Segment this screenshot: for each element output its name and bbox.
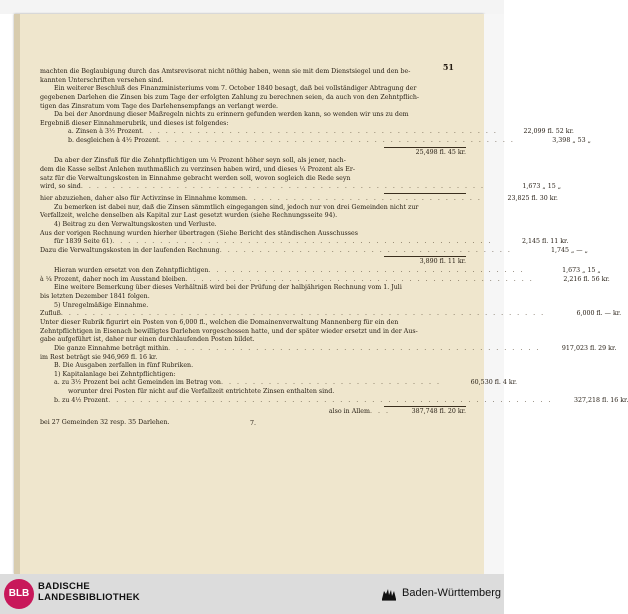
text-line: machten die Beglaubigung durch das Amtsrevisorat nicht nöthig haben, wenn sie mit dem Dienstsiegel und den be- xyxy=(40,68,411,75)
ledger-row: wird, so sind . . . . . . . . . . . . . . . . . . . . . . . . . . . . . . . . . . . . . . . . . . . . . . . . . . . 1,673 „ 15 „ xyxy=(40,183,561,191)
ledger-row: hier abzuziehen, daher also für Activzinse in Einnahme kommen . . . . . . . . . . . . . . . . . . . . . . . . . . . . . . 23,825 fl. 30 kr. xyxy=(40,194,558,202)
text-line: worunter drei Posten für nicht auf die Verfallzeit entrichtete Zinsen enthalten sind. xyxy=(68,388,335,396)
ledger-row: b. desgleichen à 4½ Prozent . . . . . . . . . . . . . . . . . . . . . . . . . . . . . . . . . . . . . . . . . . . . . 3,398 „ 53 „ xyxy=(68,137,591,145)
library-name-line1: BADISCHE xyxy=(38,581,91,592)
ledger-sum-row: also in Allem . . . 387,748 fl. 20 kr. xyxy=(328,408,466,416)
text-line: tigen das Zinsratum vom Tage des Darlehensempfangs an verlangt werde. xyxy=(40,102,279,110)
sum-rule xyxy=(384,406,466,407)
ledger-sum: 25,498 fl. 45 kr. xyxy=(415,148,466,156)
library-name[interactable] xyxy=(38,581,140,603)
ledger-amount: 2,216 fl. 56 kr. xyxy=(563,275,610,283)
ledger-row: Die ganze Einnahme beträgt mithin . . . . . . . . . . . . . . . . . . . . . . . . . . . . . . . . . . . . . . . . . . . . . . . 917,023 fl. 29 kr. xyxy=(54,344,617,352)
ledger-sum: 387,748 fl. 20 kr. xyxy=(411,408,466,416)
blb-logo[interactable]: BLB xyxy=(4,579,34,609)
ledger-amount: 60,530 fl. 4 kr. xyxy=(470,379,518,387)
page-edge xyxy=(14,14,20,574)
text-line: Ein weiterer Beschluß des Finanzministeriums vom 7. October 1840 besagt, daß bei vollständiger Abtragung der xyxy=(54,85,417,93)
signature-mark: 7. xyxy=(249,419,256,427)
ledger-sum-row xyxy=(40,258,466,267)
ledger-row: Hieran wurden ersetzt von den Zehntpflichtigen . . . . . . . . . . . . . . . . . . . . . . . . . . . . . . . . . . . . . . . . 1,673 „ 15 „ xyxy=(54,267,601,275)
text-line: gabe aufgeführt ist, daher nur einen durchlaufenden Posten bildet. xyxy=(40,336,255,344)
ledger-sum-row xyxy=(40,149,466,158)
ledger-label: Die ganze Einnahme beträgt mithin xyxy=(54,344,169,352)
ledger-amount: 22,099 fl. 52 kr. xyxy=(523,128,574,136)
text-line: im Rest beträgt sie 946,969 fl. 16 kr. xyxy=(40,353,158,361)
text-line: satz für die Verwaltungskosten in Einnahme gebracht werden soll, wovon sogleich die Rede seyn xyxy=(40,174,351,182)
ledger-label: für 1839 Seite 61) xyxy=(54,238,113,246)
ledger-label: Dazu die Verwaltungskosten in der laufenden Rechnung xyxy=(40,246,220,254)
ledger-label: wird, so sind xyxy=(40,183,81,191)
ledger-label: a. Zinsen à 3½ Prozent xyxy=(68,128,142,136)
ledger-label: also in Allem xyxy=(328,408,370,416)
section-heading: 1) Kapitalanlage bei Zehntpflichtigen: xyxy=(54,370,176,378)
ledger-amount: 2,145 fl. 11 kr. xyxy=(521,238,569,246)
ledger-sum: 3,890 fl. 11 kr. xyxy=(419,258,466,266)
ledger-row: b. zu 4½ Prozent . . . . . . . . . . . . . . . . . . . . . . . . . . . . . . . . . . . . . . . . . . . . . . . . . . . . . . . . 327,218 fl. 16 kr. xyxy=(54,396,628,404)
text-line: Aus der vorigen Rechnung wurden hierher übertragen (Siehe Bericht des ständischen Ausschusses xyxy=(40,229,358,237)
ledger-label: b. desgleichen à 4½ Prozent xyxy=(68,137,159,145)
ledger-amount: 23,825 fl. 30 kr. xyxy=(507,194,558,202)
ledger-amount: 1,745 „ — „ xyxy=(550,246,588,254)
text-line: Eine weitere Bemerkung über dieses Verhältniß wird bei der Prüfung der halbjährigen Rechnung vom 1. Juli xyxy=(54,284,402,292)
section-heading: 5) Unregelmäßige Einnahme. xyxy=(54,301,149,309)
sum-rule xyxy=(384,193,466,194)
ledger-row: für 1839 Seite 61) . . . . . . . . . . . . . . . . . . . . . . . . . . . . . . . . . . . . . . . . . . . . . . . . 2,145 fl. 11 kr. xyxy=(54,238,569,246)
ledger-row: a. zu 3½ Prozent bei acht Gemeinden im Betrag von . . . . . . . . . . . . . . . . . . . . . . . . . . . . 60,530 fl. 4 kr. xyxy=(54,379,518,387)
ledger-row: Zufluß . . . . . . . . . . . . . . . . . . . . . . . . . . . . . . . . . . . . . . . . . . . . . . . . . . . . . . . . . . . . . 6,000 fl. — kr. xyxy=(40,310,622,318)
library-name-line2: LANDESBIBLIOTHEK xyxy=(38,592,140,603)
text-line: gegebenen Darlehen die Zinsen bis zum Tage der erfolgten Zahlung zu berechnen seien, da auch von den Zehntpflich- xyxy=(40,93,420,101)
ledger-row: a. Zinsen à 3½ Prozent . . . . . . . . . . . . . . . . . . . . . . . . . . . . . . . . . . . . . . . . . . . . . 22,099 fl. 52 kr. xyxy=(68,128,574,136)
text-line: Zu bemerken ist dabei nur, daß die Zinsen sämmtlich eingegangen sind, jedoch nur von drei Gemeinden nicht zur xyxy=(54,203,419,211)
ledger-label: a. zu 3½ Prozent bei acht Gemeinden im Betrag von xyxy=(54,379,221,387)
text-line: kannten Unterschriften versehen sind. xyxy=(40,76,164,84)
page-text xyxy=(40,62,628,428)
text-line: Verfallzeit, welche denselben als Kapital zur Last gesetzt wurden (siehe Rechnungsseite 94). xyxy=(40,212,338,220)
text-line: Zehntpflichtigen in Eisenach bewilligtes Darlehen vorgeschossen hatte, und der später wieder ersetzt und in der Aus- xyxy=(40,327,418,335)
ledger-amount: 1,673 „ 15 „ xyxy=(522,183,561,191)
scan-background xyxy=(0,0,504,14)
text-line: bis letzten Dezember 1841 folgen. xyxy=(40,293,150,301)
ledger-row: Dazu die Verwaltungskosten in der laufenden Rechnung . . . . . . . . . . . . . . . . . . . . . . . . . . . . . . . . . . . . . 1,745 „ — „ xyxy=(40,246,588,254)
text-line: Unter dieser Rubrik figurirt ein Posten von 6,000 fl., welchen die Domainenverwaltung Mannenberg für ein den xyxy=(40,318,399,326)
ledger-amount: 327,218 fl. 16 kr. xyxy=(573,396,628,404)
text-line: Da aber der Zinsfuß für die Zehntpflichtigen um ¼ Prozent höher seyn soll, als jener, nach- xyxy=(54,157,346,165)
ledger-label: à ¼ Prozent, daher noch im Ausstand bleiben xyxy=(40,275,186,283)
section-heading: 4) Beitrag zu den Verwaltungskosten und Verluste. xyxy=(54,220,217,228)
text-line: Ergebniß dieser Einnahmerubrik, und dieses ist folgendes: xyxy=(40,119,229,127)
text-line: bei 27 Gemeinden 32 resp. 35 Darlehen. xyxy=(40,418,170,426)
ledger-amount: 3,398 „ 53 „ xyxy=(552,137,591,145)
text-line: Da bei der Anordnung dieser Maßregeln nichts zu erinnern gefunden werden kann, so wenden wir uns zu dem xyxy=(54,111,409,119)
section-heading: B. Die Ausgaben zerfallen in fünf Rubriken. xyxy=(54,362,194,370)
lions-crest-icon xyxy=(380,587,398,601)
page-number: 51 xyxy=(442,62,454,72)
ledger-amount: 917,023 fl. 29 kr. xyxy=(561,344,617,352)
scan-background-right xyxy=(484,14,504,574)
sum-rule xyxy=(384,256,466,257)
text-line: dem die Kasse selbst Anlehen muthmaßlich zu verzinsen haben wird, und dieses ¼ Prozent als Er- xyxy=(40,166,356,174)
ledger-label: Zufluß xyxy=(40,310,61,318)
ledger-amount: 6,000 fl. — kr. xyxy=(576,310,622,318)
ledger-label: hier abzuziehen, daher also für Activzinse in Einnahme kommen xyxy=(40,194,246,202)
ledger-amount: 1,673 „ 15 „ xyxy=(562,267,601,275)
footer-bar xyxy=(0,574,504,614)
ledger-row: à ¼ Prozent, daher noch im Ausstand bleiben . . . . . . . . . . . . . . . . . . . . . . . . . . . . . . . . . . . . . . . . . . . . 2,216 fl. 56 kr. xyxy=(40,275,610,283)
ledger-label: b. zu 4½ Prozent xyxy=(54,396,109,404)
state-name[interactable]: Baden-Württemberg xyxy=(402,587,502,599)
ledger-label: Hieran wurden ersetzt von den Zehntpflichtigen xyxy=(54,267,209,275)
sum-rule xyxy=(384,147,466,148)
